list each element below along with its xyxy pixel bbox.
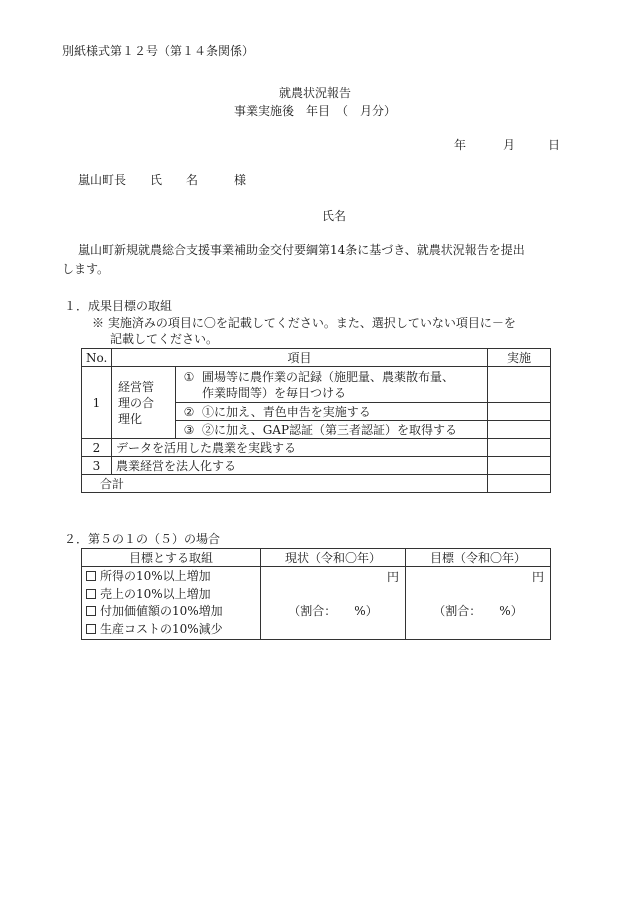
header-current: 現状（令和〇年）: [261, 549, 406, 567]
row1-sub1-done[interactable]: [488, 367, 551, 403]
total-label: 合計: [82, 475, 488, 493]
target-value[interactable]: [406, 567, 551, 640]
row1-sub2: ② ①に加え、青色申告を実施する: [176, 403, 488, 421]
table-row: [82, 457, 551, 475]
header-done: 実施: [488, 349, 551, 367]
target-yen: 円: [531, 570, 544, 584]
row1-sub3: ③ ②に加え、GAP認証（第三者認証）を取得する: [176, 421, 488, 439]
goal-option[interactable]: 所得の10%以上増加: [86, 568, 256, 586]
body-text-line1: 嵐山町新規就農総合支援事業補助金交付要綱第14条に基づき、就農状況報告を提出: [78, 243, 525, 257]
current-value[interactable]: [261, 567, 406, 640]
date-month: 月: [503, 138, 516, 152]
row1-category: 経営管 理の合 理化: [112, 367, 176, 439]
checkbox-icon[interactable]: [86, 589, 96, 599]
target-ratio: （割合： %）: [433, 604, 523, 618]
goal-option[interactable]: 付加価値額の10%増加: [86, 603, 256, 621]
goal-option[interactable]: 生産コストの10%減少: [86, 621, 256, 639]
table-row: [82, 475, 551, 493]
form-number: 別紙様式第１２号（第１４条関係）: [62, 44, 255, 58]
row2-no: 2: [82, 439, 112, 457]
header-goal: 目標とする取組: [82, 549, 261, 567]
table-row: [82, 367, 551, 403]
addressee: 嵐山町長 氏 名 様: [78, 173, 247, 187]
row1-sub2-done[interactable]: [488, 403, 551, 421]
row3-no: 3: [82, 457, 112, 475]
checkbox-icon[interactable]: [86, 571, 96, 581]
report-subtitle: 事業実施後 年目 （ 月分）: [233, 104, 396, 118]
report-title: 就農状況報告: [278, 86, 351, 100]
row1-sub3-done[interactable]: [488, 421, 551, 439]
section1-note-line2: 記載してください。: [110, 332, 219, 346]
row1-no: 1: [82, 367, 112, 439]
header-item: 項目: [112, 349, 488, 367]
table-row: [82, 439, 551, 457]
header-target: 目標（令和〇年）: [406, 549, 551, 567]
header-no: No.: [82, 349, 112, 367]
goals-table: [81, 548, 551, 640]
row3-done[interactable]: [488, 457, 551, 475]
date-day: 日: [548, 138, 561, 152]
goal-options: [82, 567, 261, 640]
current-yen: 円: [386, 570, 399, 584]
goal-option[interactable]: 売上の10%以上増加: [86, 586, 256, 604]
achievement-table: [81, 348, 551, 493]
row2-text: データを活用した農業を実践する: [112, 439, 488, 457]
checkbox-icon[interactable]: [86, 624, 96, 634]
section1-note-line1: ※ 実施済みの項目に〇を記載してください。また、選択していない項目に－を: [92, 316, 516, 330]
row1-sub1: ① 圃場等に農作業の記録（施肥量、農薬散布量、 作業時間等）を毎日つける: [176, 367, 488, 403]
date-year: 年: [454, 138, 467, 152]
current-ratio: （割合： %）: [288, 604, 378, 618]
row3-text: 農業経営を法人化する: [112, 457, 488, 475]
section1-heading: １．成果目標の取組: [64, 299, 173, 313]
row2-done[interactable]: [488, 439, 551, 457]
body-text-line2: します。: [62, 262, 110, 276]
signer-label: 氏名: [322, 209, 347, 223]
table-row: [82, 567, 551, 640]
total-value[interactable]: [488, 475, 551, 493]
checkbox-icon[interactable]: [86, 606, 96, 616]
section2-heading: ２．第５の１の（５）の場合: [64, 532, 221, 546]
